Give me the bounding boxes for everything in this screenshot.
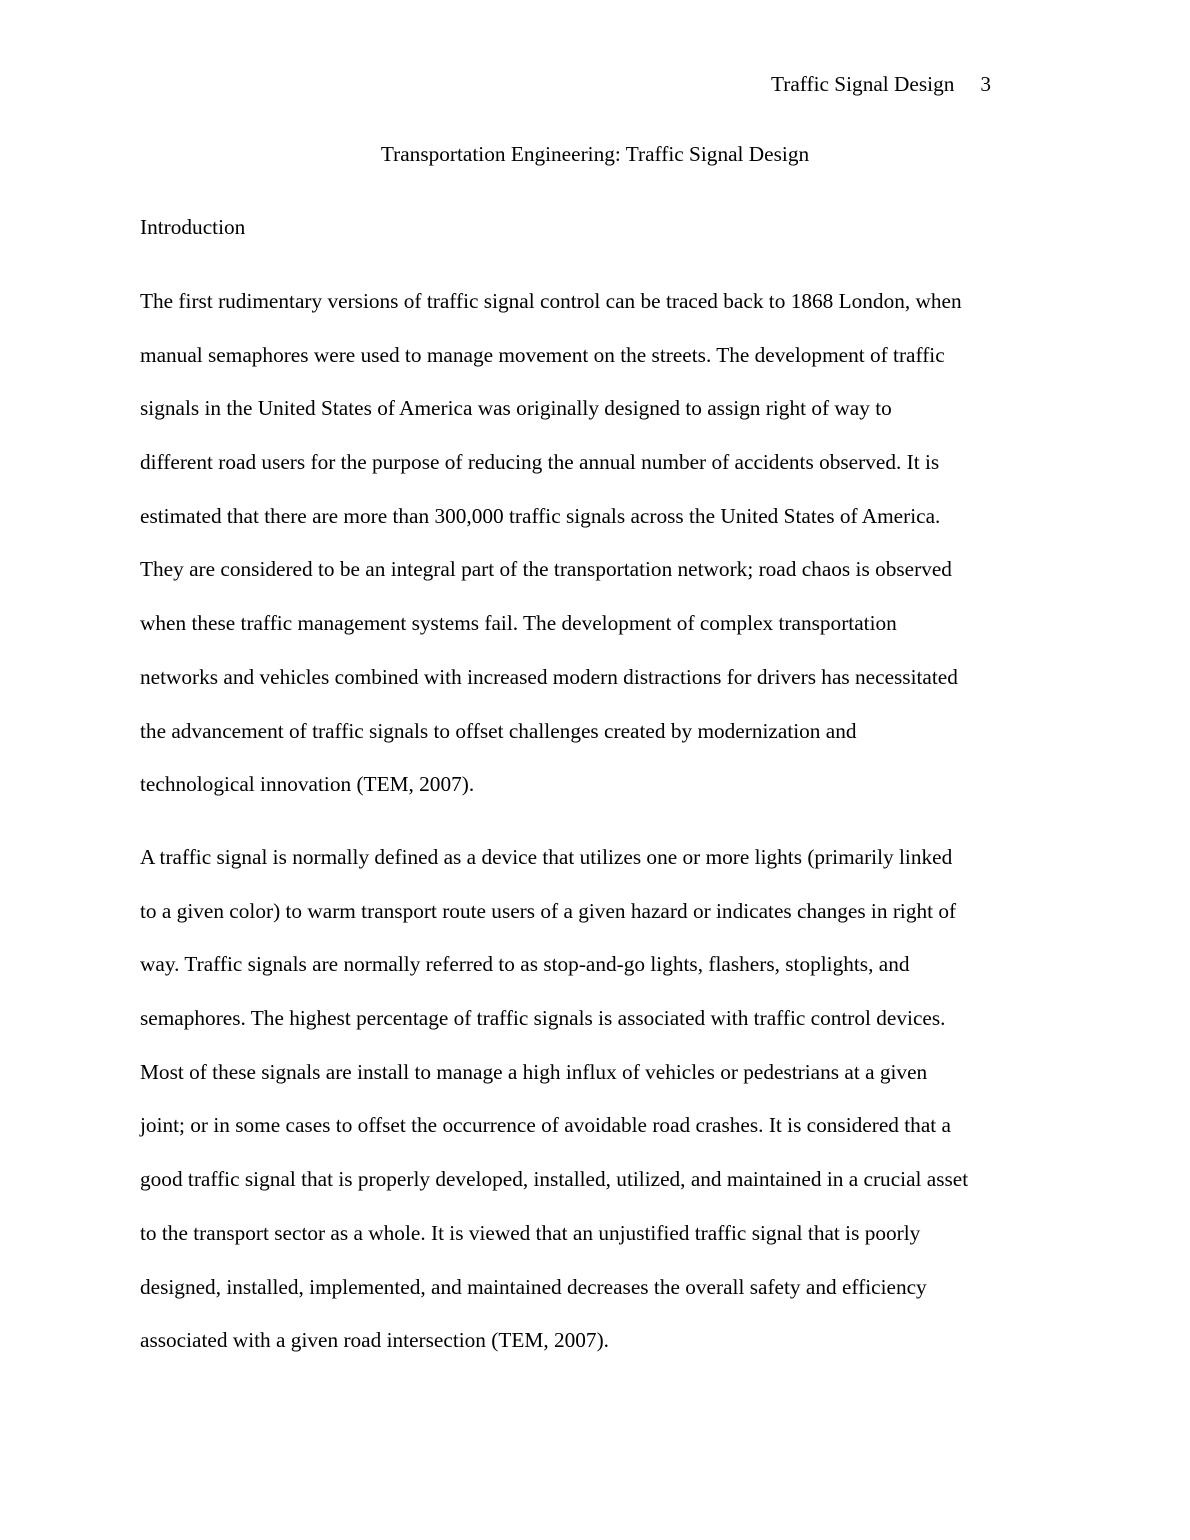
paragraph-line: networks and vehicles combined with increased modern distractions for drivers has necessitated: [140, 664, 958, 689]
paragraph-line: The first rudimentary versions of traffic signal control can be traced back to 1868 London, when: [140, 289, 962, 313]
running-head: [771, 70, 991, 98]
paragraph-1: [140, 287, 1060, 824]
paragraph-line: way. Traffic signals are normally referred to as stop-and-go lights, flashers, stoplights, and: [140, 952, 910, 977]
paragraph-line: the advancement of traffic signals to offset challenges created by modernization and: [140, 718, 857, 743]
paragraph-line: They are considered to be an integral part of the transportation network; road chaos is observed: [140, 557, 952, 582]
paragraph-line: associated with a given road intersection (TEM, 2007).: [140, 1328, 609, 1353]
paragraph-line: designed, installed, implemented, and maintained decreases the overall safety and efficiency: [140, 1274, 927, 1299]
section-heading: Introduction: [140, 215, 246, 239]
paragraph-line: Most of these signals are install to manage a high influx of vehicles or pedestrians at a given: [140, 1059, 928, 1084]
running-head-title: Traffic Signal Design: [771, 72, 955, 96]
paragraph-line: different road users for the purpose of reducing the annual number of accidents observed. It is: [140, 450, 940, 475]
paragraph-line: semaphores. The highest percentage of traffic signals is associated with traffic control devices.: [140, 1006, 946, 1031]
document-title: Transportation Engineering: Traffic Signal Design: [380, 142, 810, 166]
paragraph-line: signals in the United States of America was originally designed to assign right of way to: [140, 396, 892, 421]
page-number: 3: [980, 72, 992, 96]
paragraph-2: [140, 843, 1060, 1380]
paragraph-line: A traffic signal is normally defined as a device that utilizes one or more lights (primarily linked: [140, 845, 953, 869]
paragraph-line: estimated that there are more than 300,000 traffic signals across the United States of America.: [140, 503, 941, 528]
paragraph-line: joint; or in some cases to offset the occurrence of avoidable road crashes. It is considered that a: [140, 1113, 951, 1138]
paragraph-line: to a given color) to warm transport route users of a given hazard or indicates changes in right of: [140, 898, 957, 923]
paragraph-line: manual semaphores were used to manage movement on the streets. The development of traffic: [140, 342, 945, 367]
paragraph-line: to the transport sector as a whole. It is viewed that an unjustified traffic signal that is poorly: [140, 1220, 921, 1245]
paragraph-line: good traffic signal that is properly developed, installed, utilized, and maintained in a crucial asset: [140, 1167, 969, 1192]
paragraph-line: technological innovation (TEM, 2007).: [140, 772, 475, 797]
paragraph-line: when these traffic management systems fail. The development of complex transportation: [140, 611, 897, 636]
